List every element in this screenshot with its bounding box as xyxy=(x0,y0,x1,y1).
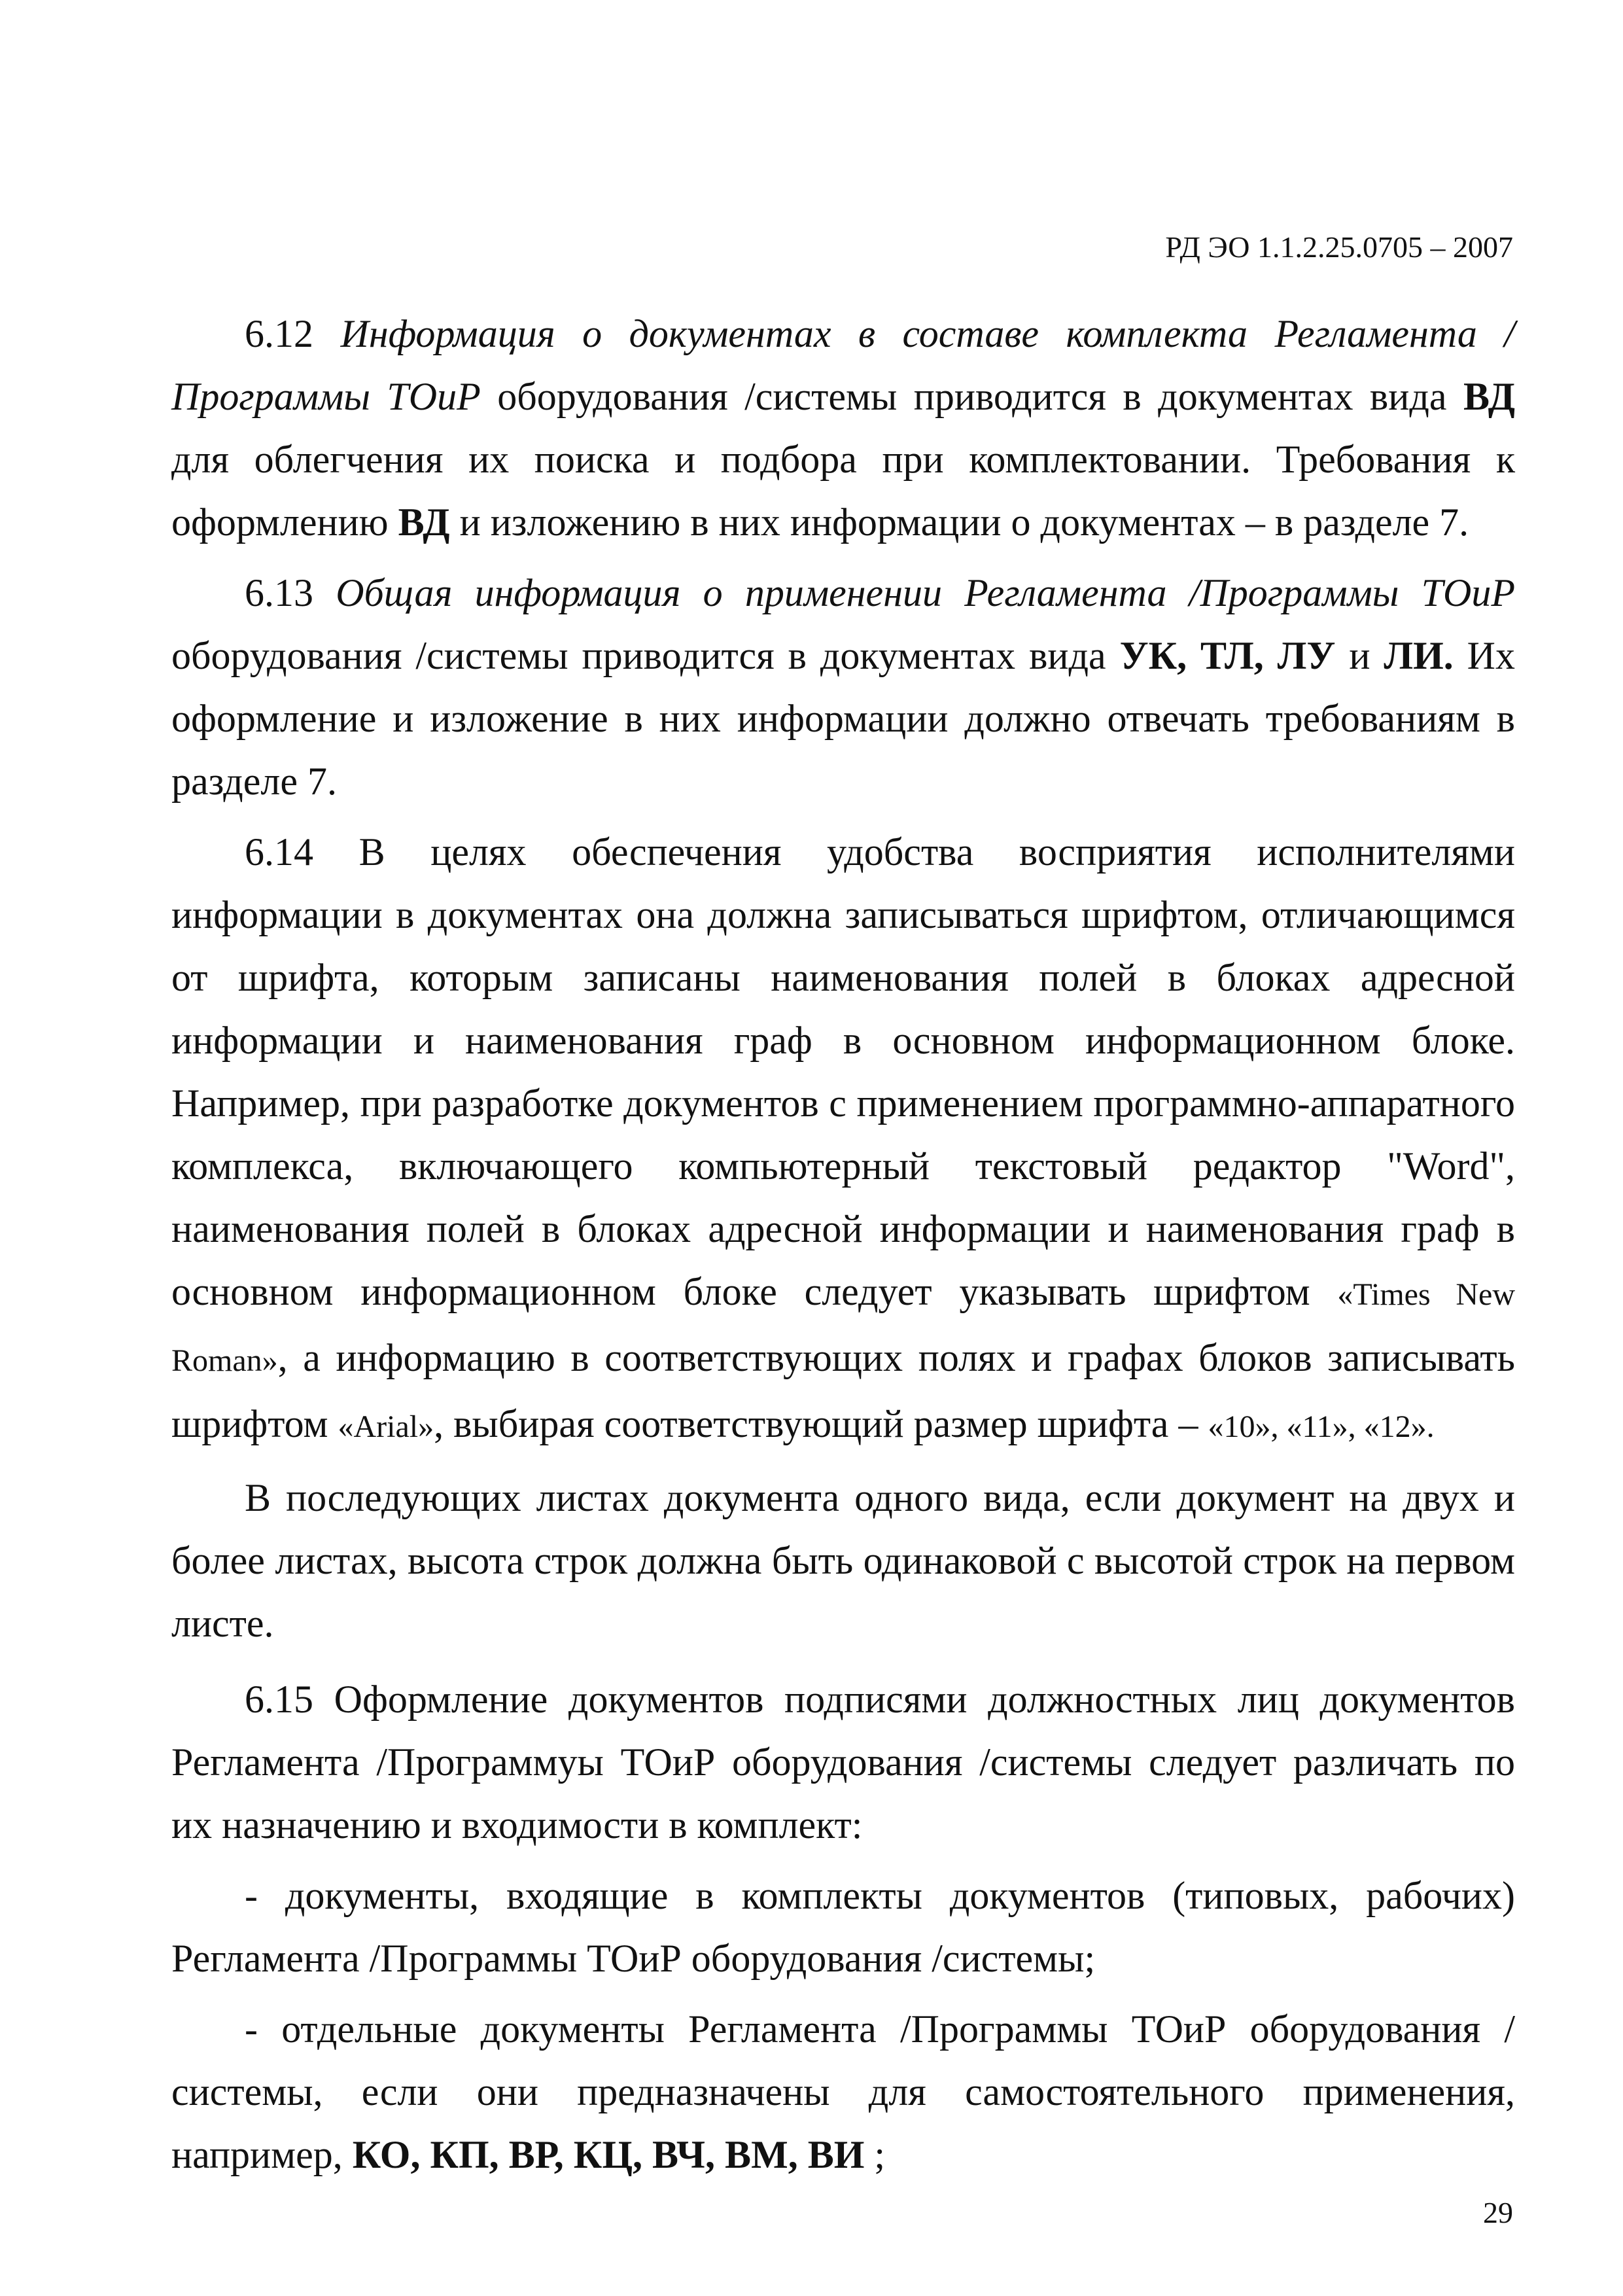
doc-type-codes: КО, КП, ВР, КЦ, ВЧ, ВМ, ВИ xyxy=(352,2133,865,2176)
text-run: 6.14 В целях обеспечения удобства восприятия исполнителями информации в документах она должна записываться шрифтом, отличающимся от шрифта, которым записаны наименования полей в блоках адресной информации и наименования граф в основном информационном блоке. Например, при разработке документов с применением программно-аппаратного комплекса, включающего компьютерный текстовый редактор "Word", наименования полей в блоках адресной информации и наименования граф в основном информационном блоке следует указывать шрифтом xyxy=(171,830,1515,1313)
clause-title: Общая информация о применении Регламента /Программы ТОиР xyxy=(336,571,1515,614)
text-run: , а информацию в соответствующих полях и графах блоков записывать шрифтом xyxy=(171,1336,1515,1445)
text-run: оборудования /системы приводится в документах вида xyxy=(480,375,1463,418)
doc-type-code: ВД xyxy=(1463,375,1515,418)
paragraph-6-13 xyxy=(171,561,1515,813)
doc-type-code: УК, ТЛ, ЛУ xyxy=(1119,634,1336,677)
document-code: РД ЭО 1.1.2.25.0705 – 2007 xyxy=(1165,230,1513,264)
text-run: для облегчения их поиска и подбора при комплектовании. Требования к оформлению xyxy=(171,438,1515,544)
text-run: и изложению в них информации о документах – в разделе 7. xyxy=(449,501,1469,544)
text-run: Их оформление и изложение в них информации должно отвечать требованиям в разделе 7. xyxy=(171,634,1515,803)
doc-type-code: ЛИ. xyxy=(1384,634,1454,677)
list-item-separate-documents xyxy=(171,1998,1515,2186)
text-run: , выбирая соответствующий размер шрифта – xyxy=(434,1402,1208,1445)
font-name-arial: «Arial» xyxy=(338,1409,434,1444)
paragraph-row-height: В последующих листах документа одного вида, если документ на двух и более листах, высота строк должна быть одинаковой с высотой строк на первом листе. xyxy=(171,1476,1515,1645)
clause-title: Информация о документах в составе комплекта Регламента /Программы ТОиР xyxy=(171,312,1515,418)
paragraph-6-12 xyxy=(171,302,1515,554)
paragraph-6-15: 6.15 Оформление документов подписями должностных лиц документов Регламента /Программуы ТОиР оборудования /системы следует различать по их назначению и входимости в комплект: xyxy=(171,1678,1515,1846)
clause-number: 6.12 xyxy=(245,312,341,355)
text-run: оборудования /системы приводится в документах вида xyxy=(171,634,1120,677)
text-run: - отдельные документы Регламента /Программы ТОиР оборудования /системы, если они предназначены для самостоятельного применения, например, xyxy=(171,2007,1515,2176)
list-item-document-sets: - документы, входящие в комплекты документов (типовых, рабочих) Регламента /Программы ТОиР оборудования /системы; xyxy=(171,1874,1515,1980)
text-run: и xyxy=(1335,634,1384,677)
paragraph-6-14 xyxy=(171,821,1515,1458)
font-name-times: «Times New Roman» xyxy=(171,1277,1515,1378)
font-sizes: «10», «11», «12». xyxy=(1208,1409,1435,1444)
doc-type-code: ВД xyxy=(398,501,450,544)
page-body xyxy=(171,302,1515,2194)
page-number: 29 xyxy=(1483,2196,1513,2229)
clause-number: 6.13 xyxy=(245,571,336,614)
text-run: ; xyxy=(864,2133,886,2176)
